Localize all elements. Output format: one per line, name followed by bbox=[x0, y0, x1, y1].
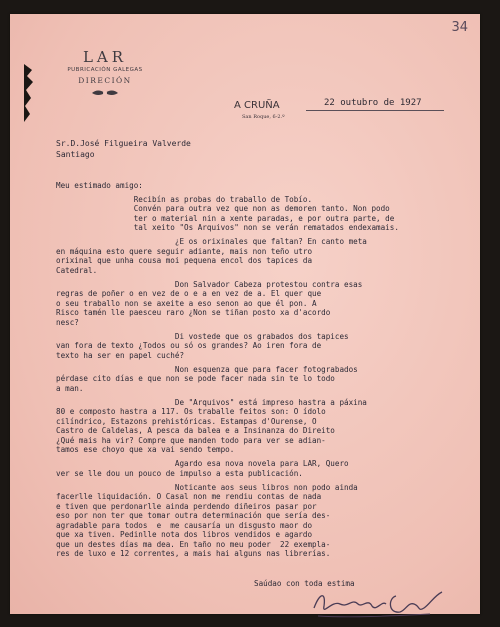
recipient-city: Santiago bbox=[56, 150, 95, 159]
body-line: De "Arquivos" está impreso hastra a páxina bbox=[56, 397, 367, 407]
body-line: regras de poñer o en vez de o e a en vez de a. El quer que bbox=[56, 289, 322, 298]
body-line: que xa tiven. Pedinlle nota dos libros vendidos e agardo bbox=[56, 530, 313, 539]
body-line: Non esquenza que para facer fotograbados bbox=[56, 364, 358, 374]
torn-edge bbox=[24, 64, 36, 124]
body-paragraph bbox=[56, 459, 456, 478]
letter-body bbox=[56, 176, 456, 559]
page-number: 34 bbox=[451, 20, 468, 35]
letter-date: 22 outubro de 1927 bbox=[324, 98, 422, 108]
body-line: ver se lle dou un pouco de impulso a esta publicación. bbox=[56, 468, 303, 478]
body-line: Meu estimado amigo: bbox=[56, 180, 143, 190]
body-line: e tiven que perdonarlle ainda perdendo diñeiros pasar por bbox=[56, 501, 317, 511]
body-line: Recibín as probas do traballo de Tobío. bbox=[56, 194, 313, 204]
body-line: pérdase cito días e que non se pode facer nada sin te lo todo bbox=[56, 374, 335, 383]
body-line: Don Salvador Cabeza protestou contra esas bbox=[56, 279, 363, 289]
body-line: nesc? bbox=[56, 317, 79, 327]
emblem-icon bbox=[90, 88, 120, 98]
body-paragraph bbox=[56, 483, 456, 559]
body-paragraph bbox=[56, 332, 456, 361]
recipient-block bbox=[56, 138, 191, 160]
body-line: tal xeito "Os Arquivos" non se verán rematados endexamais. bbox=[56, 223, 399, 232]
body-line: que un destes días ma dea. En taño no meu poder 22 exempla- bbox=[56, 539, 331, 549]
letterhead-subtitle: PUBRICACIÓN GALEGAS bbox=[67, 67, 143, 73]
body-paragraph bbox=[56, 237, 456, 275]
body-line: tamos ese choyo que xa vai sendo tempo. bbox=[56, 445, 235, 454]
date-rule bbox=[306, 110, 444, 111]
signature bbox=[310, 586, 450, 622]
letterhead-title: LAR bbox=[82, 48, 128, 66]
body-line: van fora de texto ¿Todos ou só os grandes? Ao iren fora de bbox=[56, 341, 322, 350]
letter-page bbox=[10, 14, 480, 614]
body-paragraph bbox=[56, 181, 456, 191]
body-line: facerlle liquidación. O Casal non me rendiu contas de nada bbox=[56, 492, 322, 501]
body-line: Noticante aos seus libros non podo ainda bbox=[56, 482, 358, 492]
body-paragraph bbox=[56, 365, 456, 394]
closing-line: Saúdao con toda estima bbox=[254, 579, 355, 588]
body-line: ¿Qué mais ha vir? Compre que manden todo para ver se adian- bbox=[56, 435, 326, 445]
body-line: Agardo esa nova novela para LAR, Quero bbox=[56, 459, 349, 468]
body-line: Castro de Caldelas, A pesca da balea e a Insinanza do Direito bbox=[56, 426, 335, 435]
letterhead-section: DIRECIÓN bbox=[78, 76, 132, 85]
body-paragraph bbox=[56, 280, 456, 328]
body-line: agradable para todos e me causaría un disgusto maor do bbox=[56, 520, 313, 530]
body-line: a man. bbox=[56, 383, 84, 393]
body-line: ter o material nin a xente paradas, e por outra parte, de bbox=[56, 213, 395, 223]
body-line: res de luxo e 12 correntes, a mais hai alguns nas librerías. bbox=[56, 549, 331, 558]
body-line: ¿E os orixinales que faltan? En canto meta bbox=[56, 237, 367, 246]
body-line: orixinal que unha cousa moi pequena encol dos tapices da bbox=[56, 256, 313, 265]
body-line: o seu traballo non se axeite a eso senon ao que él pon. A bbox=[56, 298, 317, 308]
body-line: Di vostede que os grabados dos tapices bbox=[56, 331, 349, 341]
place-heading: A CRUÑA bbox=[234, 100, 280, 111]
body-line: eso por non ter que tomar outra determinación que sería des- bbox=[56, 511, 331, 520]
body-line: 80 e composto hastra a 117. Os traballe feitos son: O ídolo bbox=[56, 407, 326, 416]
recipient-name: Sr.D.José Filgueira Valverde bbox=[56, 139, 191, 148]
body-line: Catedral. bbox=[56, 265, 98, 275]
body-paragraph bbox=[56, 195, 456, 233]
body-line: Convén para outra vez que non as demoren tanto. Non podo bbox=[56, 204, 390, 213]
address-line: San Roque, 6-2.º bbox=[242, 114, 285, 120]
body-paragraph bbox=[56, 398, 456, 455]
letterhead bbox=[50, 48, 160, 98]
body-line: en máquina esto quere seguir adiante, mais non teño utro bbox=[56, 246, 313, 256]
body-line: texto ha ser en papel cuché? bbox=[56, 350, 185, 360]
body-line: cilíndrico, Estazons prehistóricas. Estampas d'Ourense, O bbox=[56, 416, 317, 426]
body-line: Risco tamén lle paesceu raro ¿Non se tiñan posto xa d'acordo bbox=[56, 308, 331, 317]
